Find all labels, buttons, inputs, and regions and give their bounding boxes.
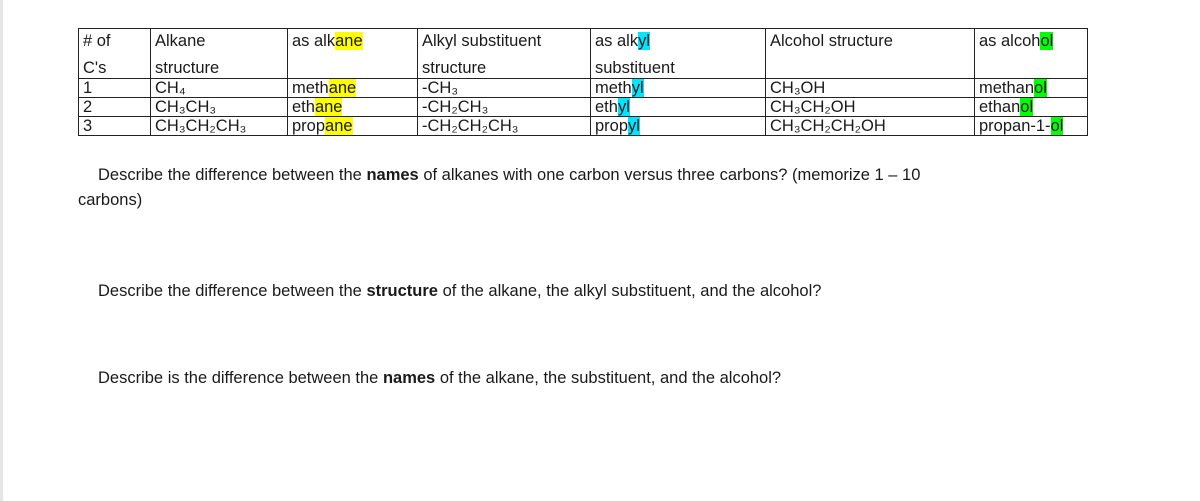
table-row (79, 98, 1088, 117)
alkane-structure: CH₄ (151, 79, 288, 98)
alkyl-structure: -CH₃ (418, 79, 591, 98)
alcohol-name: propan-1-ol (975, 117, 1088, 136)
question-3: Describe is the difference between the names of the alkane, the substituent, and the alcohol? (98, 369, 782, 387)
question-1-continued: carbons) (78, 191, 143, 209)
alkane-name: methane (288, 79, 418, 98)
header-alkyl-name: as alkyl (591, 29, 766, 60)
header-alcohol-structure: Alcohol structure (766, 29, 975, 60)
alkyl-name: propyl (591, 117, 766, 136)
carbon-count: 3 (79, 117, 151, 136)
alcohol-name: ethanol (975, 98, 1088, 117)
header-alkane-name: as alkane (288, 29, 418, 60)
nomenclature-table (78, 28, 1088, 136)
header-empty (766, 59, 975, 79)
alcohol-structure: CH₃OH (766, 79, 975, 98)
header-row (79, 29, 1088, 60)
alcohol-structure: CH₃CH₂CH₂OH (766, 117, 975, 136)
carbon-count: 1 (79, 79, 151, 98)
header-empty (975, 59, 1088, 79)
header-carbons-2: C's (79, 59, 151, 79)
header-alkyl-name-2: substituent (591, 59, 766, 79)
header-alkyl-structure-2: structure (418, 59, 591, 79)
alcohol-structure: CH₃CH₂OH (766, 98, 975, 117)
alcohol-name: methanol (975, 79, 1088, 98)
header-alcohol-name: as alcohol (975, 29, 1088, 60)
header-alkane-structure: Alkane (151, 29, 288, 60)
alkyl-name: methyl (591, 79, 766, 98)
alkyl-structure: -CH₂CH₃ (418, 98, 591, 117)
table-row (79, 117, 1088, 136)
question-2: Describe the difference between the structure of the alkane, the alkyl substituent, and the alcohol? (98, 282, 822, 300)
header-carbons: # of (79, 29, 151, 60)
alkane-structure: CH₃CH₂CH₃ (151, 117, 288, 136)
carbon-count: 2 (79, 98, 151, 117)
alkyl-structure: -CH₂CH₂CH₃ (418, 117, 591, 136)
page-edge (0, 0, 3, 501)
alkyl-name: ethyl (591, 98, 766, 117)
header-row-2 (79, 59, 1088, 79)
alkane-name: propane (288, 117, 418, 136)
header-alkyl-structure: Alkyl substituent (418, 29, 591, 60)
alkane-structure: CH₃CH₃ (151, 98, 288, 117)
question-1: Describe the difference between the names of alkanes with one carbon versus three carbons? (memorize 1 – 10 (98, 166, 921, 184)
header-alkane-structure-2: structure (151, 59, 288, 79)
header-empty (288, 59, 418, 79)
alkane-name: ethane (288, 98, 418, 117)
table-row (79, 79, 1088, 98)
